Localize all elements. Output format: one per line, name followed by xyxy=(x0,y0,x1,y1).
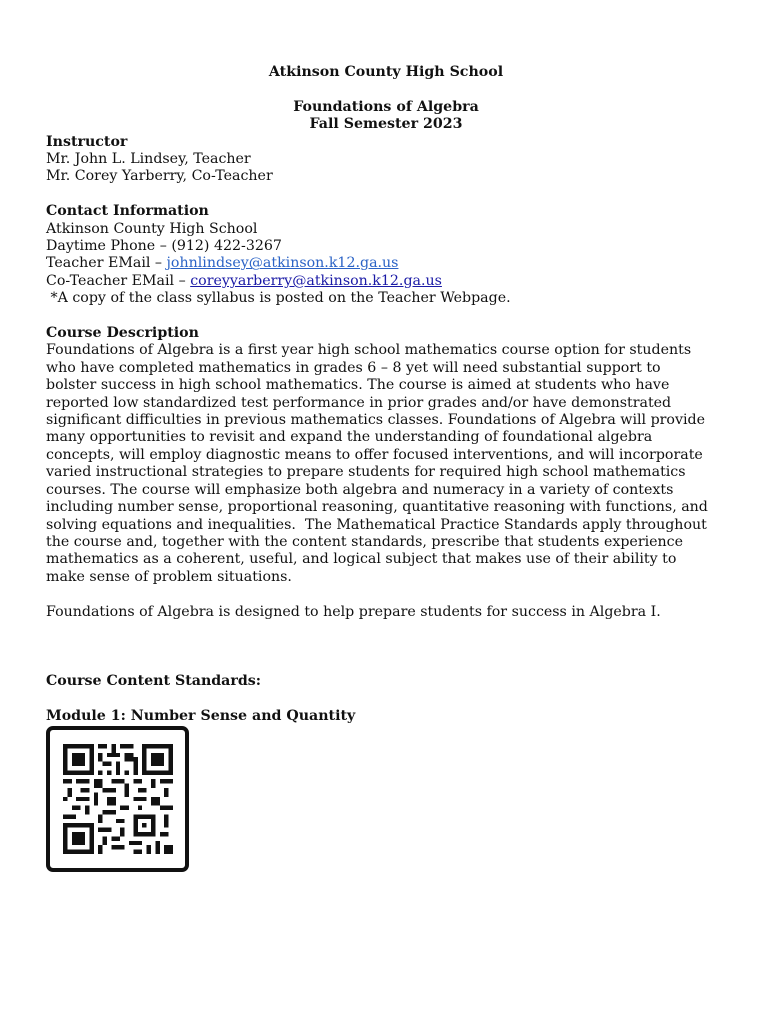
description-line: including number sense, proportional reasoning, quantitative reasoning with functions, and xyxy=(46,499,708,516)
description-line: Foundations of Algebra is a first year high school mathematics course option for students xyxy=(46,342,692,359)
description-line: courses. The course will emphasize both algebra and numeracy in a variety of contexts xyxy=(46,481,674,498)
description-line: significant difficulties in previous mathematics classes. Foundations of Algebra will provide xyxy=(46,412,706,429)
syllabus-document xyxy=(46,64,726,725)
module-1-heading: Module 1: Number Sense and Quantity xyxy=(46,707,356,724)
description-line: the course and, together with the content standards, prescribe that students experience xyxy=(46,533,684,550)
school-title: Atkinson County High School xyxy=(268,64,504,80)
description-paragraph xyxy=(46,342,726,586)
contact-heading: Contact Information xyxy=(46,203,209,220)
syllabus-note: *A copy of the class syllabus is posted on the Teacher Webpage. xyxy=(46,290,511,307)
instructor-heading: Instructor xyxy=(46,133,128,150)
coteacher-email-link[interactable]: coreyyarberry@atkinson.k12.ga.us xyxy=(190,272,442,289)
teacher-email-label: Teacher EMail – xyxy=(46,255,167,272)
description-line: mathematics as a coherent, useful, and logical subject that makes use of their ability to xyxy=(46,551,677,568)
teacher-email-row xyxy=(46,255,726,272)
course-title: Foundations of Algebra xyxy=(293,98,479,115)
description-closing: Foundations of Algebra is designed to help prepare students for success in Algebra I. xyxy=(46,603,661,620)
qr-code-icon[interactable] xyxy=(46,726,189,872)
description-line: bolster success in high school mathematics. The course is aimed at students who have xyxy=(46,377,670,394)
description-line: who have completed mathematics in grades 6 – 8 yet will need substantial support to xyxy=(46,359,661,376)
description-line: solving equations and inequalities. The Mathematical Practice Standards apply throughout xyxy=(46,516,707,533)
standards-heading: Course Content Standards: xyxy=(46,673,261,690)
description-line: make sense of problem situations. xyxy=(46,568,292,585)
qr-code-graphic xyxy=(63,743,173,855)
description-line: varied instructional strategies to prepare students for required high school mathematics xyxy=(46,464,686,481)
description-line: concepts, will employ diagnostic means to offer focused interventions, and will incorporate xyxy=(46,446,703,463)
instructor-coteacher: Mr. Corey Yarberry, Co-Teacher xyxy=(46,168,273,185)
semester-title: Fall Semester 2023 xyxy=(309,116,463,133)
description-line: reported low standardized test performance in prior grades and/or have demonstrated xyxy=(46,394,672,411)
teacher-email-link[interactable]: johnlindsey@atkinson.k12.ga.us xyxy=(166,255,399,272)
coteacher-email-row xyxy=(46,273,726,290)
instructor-teacher: Mr. John L. Lindsey, Teacher xyxy=(46,151,251,168)
contact-school: Atkinson County High School xyxy=(46,220,258,237)
description-line: many opportunities to revisit and expand the understanding of foundational algebra xyxy=(46,429,653,446)
contact-phone: Daytime Phone – (912) 422-3267 xyxy=(46,238,282,255)
description-heading: Course Description xyxy=(46,325,199,342)
coteacher-email-label: Co-Teacher EMail – xyxy=(46,272,191,289)
